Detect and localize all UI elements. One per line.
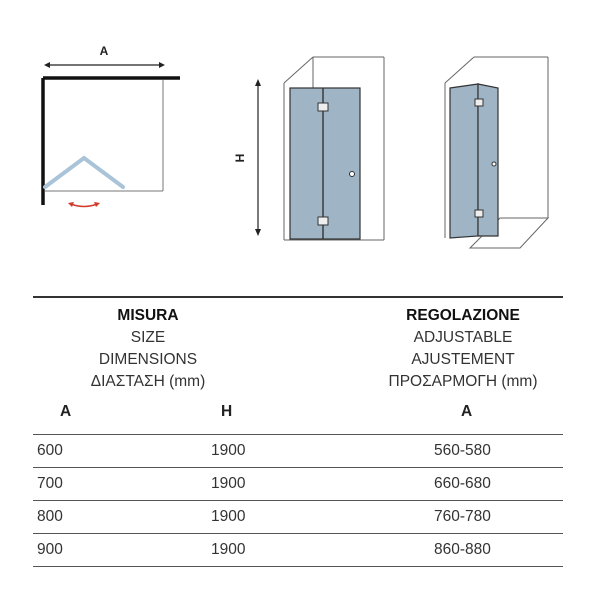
swing-arrow-icon bbox=[71, 204, 97, 207]
plan-view-diagram bbox=[43, 44, 180, 207]
column-adjust-label: A bbox=[461, 403, 473, 420]
hinge-top-icon-2 bbox=[475, 99, 483, 106]
size-header-line: DIMENSIONS bbox=[98, 351, 198, 368]
cell-adjust: 860-880 bbox=[434, 541, 491, 558]
size-header bbox=[63, 305, 233, 393]
door-leaf-left bbox=[45, 158, 84, 187]
handle-knob-icon-2 bbox=[492, 162, 496, 166]
table-rows bbox=[33, 434, 563, 567]
hinge-bottom-icon-2 bbox=[475, 210, 483, 217]
hinge-bottom-icon bbox=[318, 217, 328, 225]
cell-h: 1900 bbox=[211, 541, 246, 558]
table-row bbox=[33, 434, 563, 467]
cell-h: 1900 bbox=[211, 508, 246, 525]
diagrams bbox=[0, 0, 600, 290]
cell-a: 600 bbox=[37, 442, 63, 459]
wall-edge-top-2 bbox=[445, 57, 474, 83]
column-a-label: A bbox=[60, 403, 72, 420]
cell-a: 900 bbox=[37, 541, 63, 558]
table-row bbox=[33, 500, 563, 533]
size-header-line: SIZE bbox=[130, 329, 166, 346]
adjust-header bbox=[363, 305, 563, 393]
cell-a: 800 bbox=[37, 508, 63, 525]
cell-a: 700 bbox=[37, 475, 63, 492]
cell-adjust: 760-780 bbox=[434, 508, 491, 525]
width-label: A bbox=[99, 44, 109, 58]
arrow-down-icon bbox=[255, 229, 261, 236]
hinge-top-icon bbox=[318, 103, 328, 111]
adjust-header-line: AJUSTEMENT bbox=[411, 351, 515, 368]
adjust-header-line: ADJUSTABLE bbox=[413, 329, 513, 346]
wall-edge-top bbox=[284, 57, 313, 83]
cell-adjust: 660-680 bbox=[434, 475, 491, 492]
adjust-header-line: REGOLAZIONE bbox=[406, 307, 520, 324]
table-row bbox=[33, 467, 563, 500]
height-label: H bbox=[233, 153, 247, 163]
size-header-line: MISURA bbox=[117, 307, 179, 324]
arrow-left-icon bbox=[44, 62, 50, 68]
handle-knob-icon bbox=[350, 172, 355, 177]
front-view-diagram bbox=[233, 57, 384, 240]
arrow-up-icon bbox=[255, 79, 261, 86]
table-row bbox=[33, 533, 563, 567]
cell-h: 1900 bbox=[211, 442, 246, 459]
diagram-svg bbox=[0, 0, 600, 290]
cell-adjust: 560-580 bbox=[434, 442, 491, 459]
folded-view-diagram bbox=[445, 57, 548, 248]
glass-panel-folded-left bbox=[450, 84, 478, 238]
table-header bbox=[33, 298, 563, 434]
cell-h: 1900 bbox=[211, 475, 246, 492]
column-h-label: H bbox=[221, 403, 233, 420]
adjust-header-line: ΠΡΟΣΑΡΜΟΓΗ (mm) bbox=[388, 373, 538, 390]
arrow-right-icon bbox=[159, 62, 165, 68]
size-header-line: ΔΙΑΣΤΑΣΗ (mm) bbox=[90, 373, 206, 390]
dimensions-table bbox=[33, 296, 563, 567]
door-leaf-right bbox=[84, 158, 123, 187]
